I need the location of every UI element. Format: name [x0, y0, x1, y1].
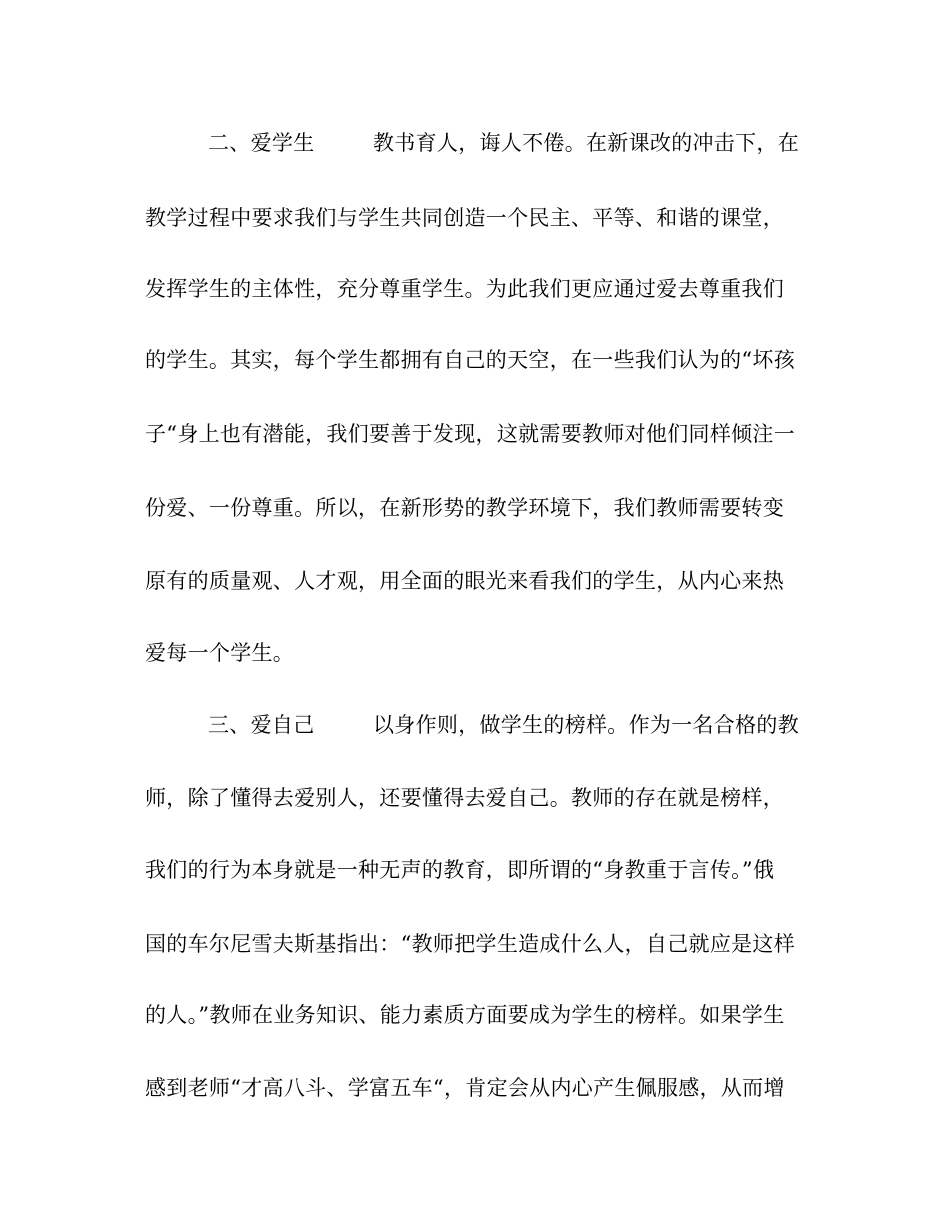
paragraph-line: 发挥学生的主体性，充分尊重学生。为此我们更应通过爱去尊重我们	[145, 277, 784, 301]
paragraph-line: 师，除了懂得去爱别人，还要懂得去爱自己。教师的存在就是榜样，	[145, 786, 784, 810]
paragraph-line: 以身作则，做学生的榜样。作为一名合格的教	[373, 713, 799, 737]
paragraph-line: 教学过程中要求我们与学生共同创造一个民主、平等、和谐的课堂，	[145, 206, 784, 230]
paragraph-line: 的人。”教师在业务知识、能力素质方面要成为学生的榜样。如果学生	[145, 1003, 785, 1027]
paragraph-line: 的学生。其实，每个学生都拥有自己的天空，在一些我们认为的“坏孩	[145, 348, 796, 372]
paragraph-line: 爱每一个学生。	[145, 641, 295, 665]
paragraph-line: 我们的行为本身就是一种无声的教育，即所谓的“身教重于言传。”俄	[145, 858, 775, 882]
paragraph-line: 教书育人，诲人不倦。在新课改的冲击下，在	[373, 131, 799, 155]
paragraph-line: 份爱、一份尊重。所以，在新形势的教学环境下，我们教师需要转变	[145, 496, 784, 520]
section-2-first-line	[145, 128, 815, 158]
section-3-heading: 三、爱自己	[208, 713, 315, 737]
paragraph-line: 子“身上也有潜能，我们要善于发现，这就需要教师对他们同样倾注一	[145, 422, 796, 446]
section-3-first-line	[145, 710, 815, 740]
paragraph-line: 国的车尔尼雪夫斯基指出：“教师把学生造成什么人，自己就应是这样	[145, 932, 796, 956]
section-2-heading: 二、爱学生	[208, 131, 315, 155]
paragraph-line: 原有的质量观、人才观，用全面的眼光来看我们的学生，从内心来热	[145, 569, 784, 593]
paragraph-line: 感到老师“才高八斗、学富五车“，肯定会从内心产生佩服感，从而增	[145, 1076, 785, 1100]
